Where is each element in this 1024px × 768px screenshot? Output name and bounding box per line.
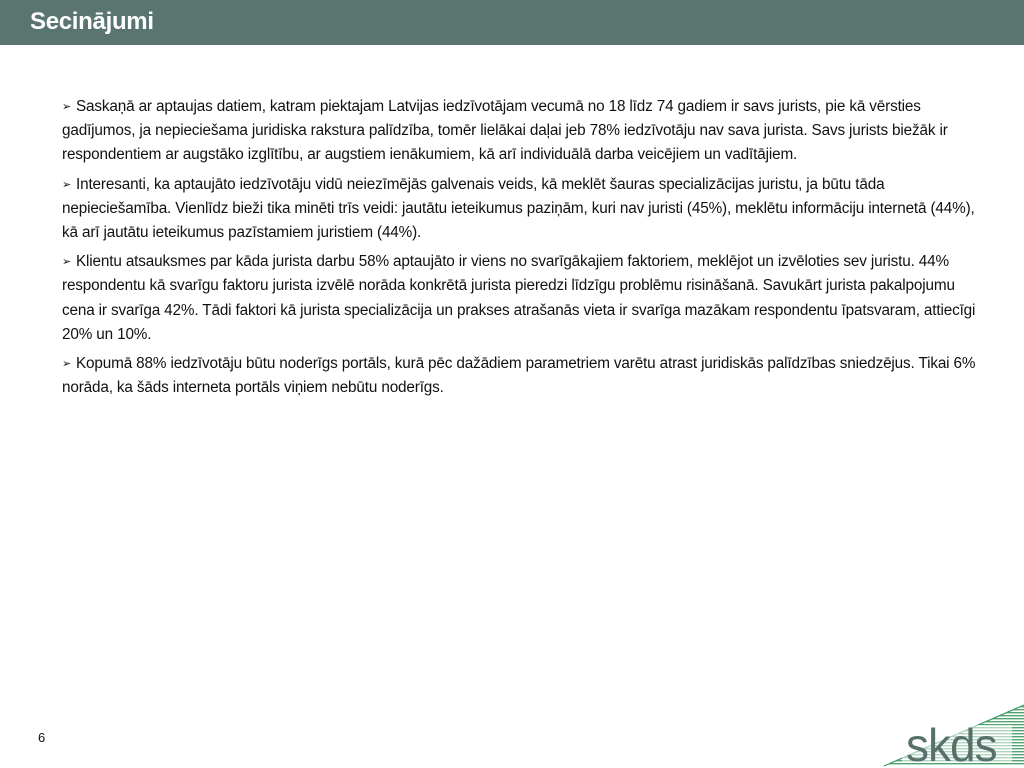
arrow-bullet-icon: ➢ — [62, 101, 72, 113]
bullet-item — [62, 173, 977, 246]
bullet-text: Saskaņā ar aptaujas datiem, katram piektajam Latvijas iedzīvotājam vecumā no 18 līdz 74 gadiem ir savs jurists, pie kā vērsties gadījumos, ja nepieciešama juridiska rakstura palīdzība, tomēr lielākai daļai jeb 78% iedzīvotāju nav sava jurista. Savs jurists biežāk ir respondentiem ar augstāko izglītību, ar augstiem ienākumiem, kā arī individuālā darba veicējiem un vadītājiem. — [62, 98, 948, 164]
arrow-bullet-icon: ➢ — [62, 256, 72, 269]
skds-logo — [882, 703, 1024, 768]
arrow-bullet-icon: ➢ — [62, 358, 72, 371]
bullet-item — [62, 95, 977, 168]
bullet-list — [62, 95, 977, 405]
page-number: 6 — [38, 730, 46, 745]
bullet-text: Kopumā 88% iedzīvotāju būtu noderīgs portāls, kurā pēc dažādiem parametriem varētu atrast juridiskās palīdzības sniedzējus. Tikai 6% norāda, ka šāds interneta portāls viņiem nebūtu noderīgs. — [62, 355, 976, 397]
logo-text: skds — [906, 719, 997, 768]
slide-title: Secinājumi — [30, 8, 154, 35]
bullet-item — [62, 250, 977, 347]
bullet-text: Interesanti, ka aptaujāto iedzīvotāju vidū neiezīmējās galvenais veids, kā meklēt šauras specializācijas juristu, ja būtu tāda nepieciešamība. Vienlīdz bieži tika minēti trīs veidi: jautātu ieteikumus paziņām, kuri nav juristi (45%), meklētu informāciju internetā (44%), kā arī jautātu ieteikumus pazīstamiem juristiem (44%). — [62, 175, 975, 242]
bullet-text: Klientu atsauksmes par kāda jurista darbu 58% aptaujāto ir viens no svarīgākajiem faktoriem, meklējot un izvēloties sev juristu. 44% respondentu kā svarīgu faktoru jurista izvēlē norāda konkrētā jurista pieredzi līdzīgu problēmu risināšanā. Savukārt jurista pakalpojumu cena ir svarīga 42%. Tādi faktori kā jurista specializācija un prakses atrašanās vieta ir svarīga mazākam respondentu īpatsvaram, attiecīgi 20% un 10%. — [62, 253, 976, 343]
arrow-bullet-icon: ➢ — [62, 178, 72, 191]
bullet-item — [62, 352, 977, 400]
title-bar — [0, 0, 1024, 45]
